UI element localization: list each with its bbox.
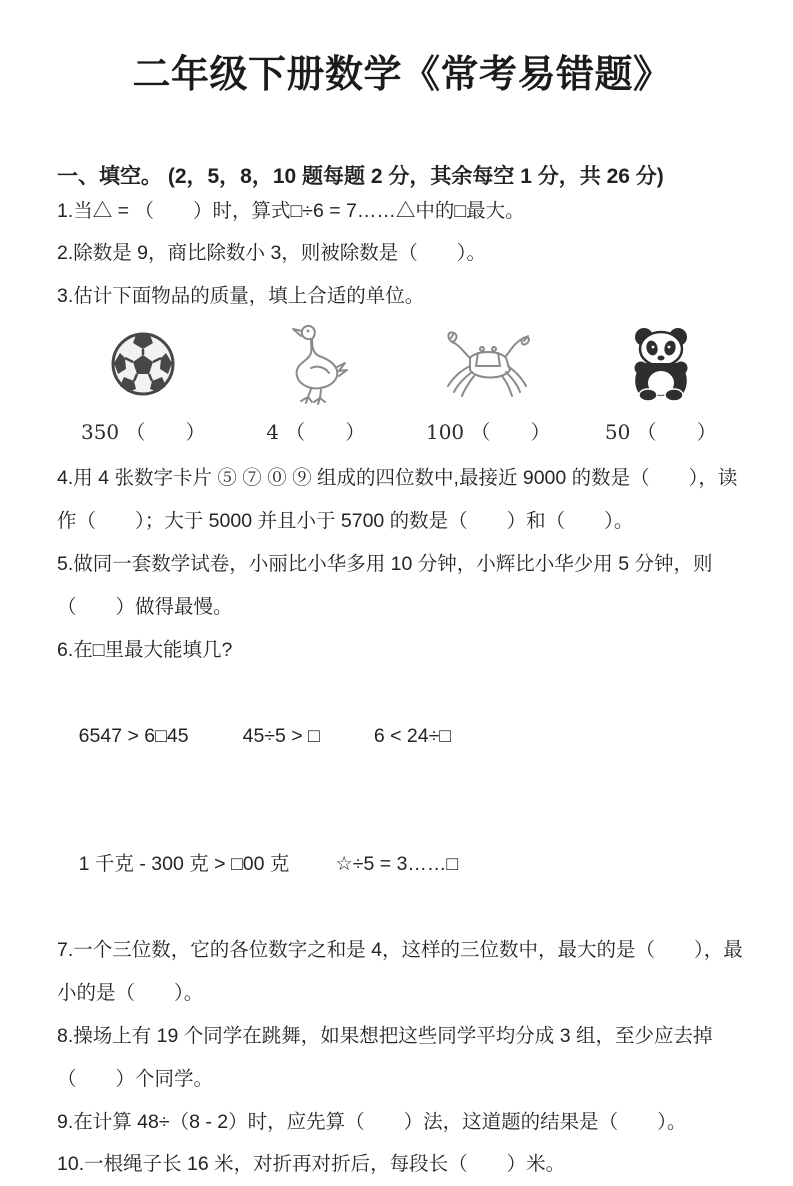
- estimation-label: 350 （ ）: [80, 420, 206, 445]
- expression-6-lt-24: 6 < 24÷□: [373, 724, 452, 747]
- crab-icon: [440, 324, 536, 404]
- question-6-expressions-row2: [57, 800, 747, 929]
- estimation-item-duck: [230, 324, 403, 445]
- expression-45-div-5: 45÷5 > □: [242, 724, 320, 747]
- expression-kilogram: 1 千克 - 300 克 > □00 克: [78, 853, 290, 876]
- soccer-ball-icon: [110, 324, 176, 404]
- question-9: 9.在计算 48÷（8 - 2）时，应先算（ ）法，这道题的结果是（ ）。: [57, 1110, 687, 1133]
- duck-icon: [281, 324, 351, 404]
- question-8: 8.操场上有 19 个同学在跳舞，如果想把这些同学平均分成 3 组，至少应去掉（ ）个同学。: [57, 1024, 713, 1090]
- page-title: 二年级下册数学《常考易错题》: [132, 54, 672, 96]
- estimation-label: 100 （ ）: [425, 420, 551, 445]
- question-10: 10.一根绳子长 16 米，对折再对折后，每段长（ ）米。: [57, 1153, 566, 1176]
- estimation-item-soccer-ball: [57, 324, 230, 445]
- estimation-label: 4 （ ）: [266, 420, 366, 445]
- question-7: 7.一个三位数，它的各位数字之和是 4，这样的三位数中，最大的是（ ），最小的是（ ）。: [57, 938, 743, 1004]
- question-6-expressions-row1: [57, 672, 747, 801]
- question-1: 1.当△ = （ ）时，算式□÷6 = 7……△中的□最大。: [57, 199, 525, 222]
- section-heading: 一、填空。 (2，5，8，10 题每题 2 分，其余每空 1 分，共 26 分): [57, 164, 664, 188]
- estimation-row: [57, 324, 747, 445]
- question-6: 6.在□里最大能填几?: [57, 638, 233, 661]
- question-2: 2.除数是 9，商比除数小 3，则被除数是（ ）。: [57, 242, 487, 265]
- panda-icon: [628, 324, 694, 404]
- expression-6547: 6547 > 6□45: [78, 724, 189, 747]
- question-5: 5.做同一套数学试卷，小丽比小华多用 10 分钟，小辉比小华少用 5 分钟，则（ ）做得最慢。: [57, 552, 713, 618]
- expression-star-div-5: ☆÷5 = 3……□: [335, 853, 459, 876]
- question-3: 3.估计下面物品的质量，填上合适的单位。: [57, 285, 425, 308]
- estimation-item-crab: [402, 324, 575, 445]
- estimation-item-panda: [575, 324, 748, 445]
- question-4: 4.用 4 张数字卡片 ⑤ ⑦ ⓪ ⑨ 组成的四位数中,最接近 9000 的数是（ ），读作（ ）；大于 5000 并且小于 5700 的数是（ ）和（ ）。: [57, 467, 738, 533]
- estimation-label: 50 （ ）: [604, 420, 717, 445]
